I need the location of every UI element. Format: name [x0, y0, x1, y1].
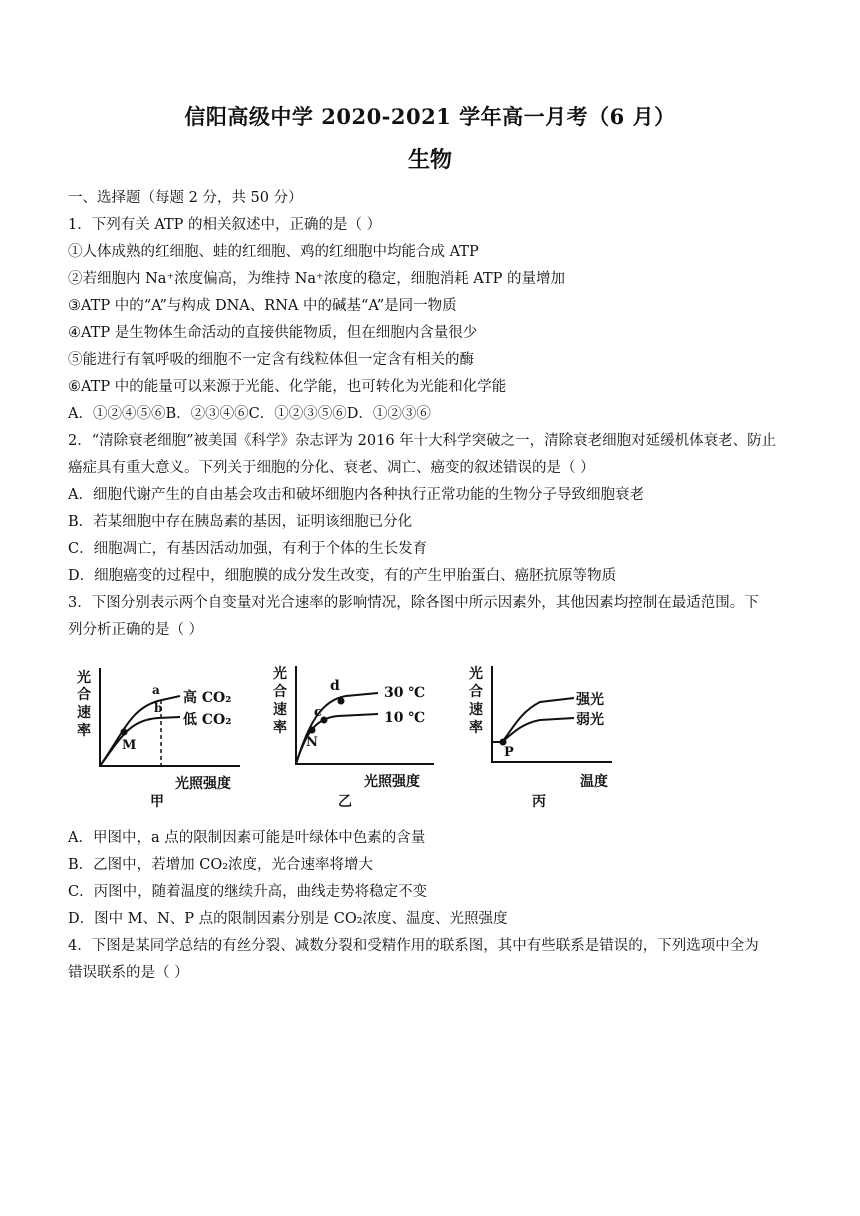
jia-label-b: b: [154, 701, 163, 715]
q2-option-a: A．细胞代谢产生的自由基会攻击和破坏细胞内各种执行正常功能的生物分子导致细胞衰老: [68, 487, 644, 503]
figure-yi: [266, 650, 456, 818]
bing-xlabel: 温度: [580, 774, 608, 790]
yi-curve-high: [296, 693, 378, 764]
q3-option-b: B．乙图中，若增加 CO₂浓度，光合速率将增大: [68, 857, 374, 873]
q4-stem-line1: 4．下图是某同学总结的有丝分裂、减数分裂和受精作用的联系图，其中有些联系是错误的，下列选项中全为: [68, 938, 759, 954]
q2-stem-line2: 癌症具有重大意义。下列关于细胞的分化、衰老、凋亡、癌变的叙述错误的是（ ）: [68, 460, 595, 476]
exam-subject: 生物: [407, 147, 452, 173]
yi-ylabel-1: 光: [273, 666, 287, 682]
section-heading: 一、选择题（每题 2 分，共 50 分）: [68, 190, 303, 206]
yi-ylabel-3: 速: [273, 702, 287, 718]
yi-label-n: N: [306, 735, 318, 750]
jia-label-a: a: [152, 683, 160, 697]
q1-statement-4: ④ATP 是生物体生命活动的直接供能物质，但在细胞内含量很少: [68, 325, 478, 341]
q3-stem-line2: 列分析正确的是（ ）: [68, 622, 204, 638]
q3-stem-line1: 3．下图分别表示两个自变量对光合速率的影响情况，除各图中所示因素外，其他因素均控制在最适范围。下: [68, 595, 759, 611]
yi-ylabel-4: 率: [273, 720, 287, 736]
yi-ylabel-2: 合: [273, 684, 287, 700]
q4-stem-line2: 错误联系的是（ ）: [68, 965, 189, 981]
q1-statement-3: ③ATP 中的“A”与构成 DNA、RNA 中的碱基“A”是同一物质: [68, 298, 457, 314]
jia-caption: 甲: [150, 794, 164, 810]
yi-point-n: [309, 727, 316, 734]
bing-curve-high: [492, 698, 574, 742]
jia-curve-high-label: 高 CO₂: [183, 690, 232, 706]
figure-jia: [70, 650, 260, 818]
figure-bing: [462, 650, 632, 818]
q2-option-d: D．细胞癌变的过程中，细胞膜的成分发生改变，有的产生甲胎蛋白、癌胚抗原等物质: [68, 568, 617, 584]
q1-stem: 1．下列有关 ATP 的相关叙述中，正确的是（ ）: [68, 217, 382, 233]
q3-figures: [70, 650, 630, 818]
q2-option-c: C．细胞凋亡，有基因活动加强，有利于个体的生长发育: [68, 541, 428, 557]
jia-ylabel: [77, 669, 91, 739]
exam-title: 信阳高级中学 2020-2021 学年高一月考（6 月）: [184, 104, 676, 129]
bing-ylabel-1: 光: [469, 666, 483, 682]
yi-point-d: [338, 698, 345, 705]
jia-curve-low-label: 低 CO₂: [183, 712, 232, 728]
jia-ylabel-1: 光: [77, 670, 91, 686]
jia-point-m: [121, 729, 128, 736]
bing-curve-low: [502, 718, 574, 742]
jia-curve-low: [100, 717, 180, 766]
jia-label-m: M: [122, 738, 137, 753]
jia-ylabel-3: 速: [77, 705, 91, 721]
q1-statement-2: ②若细胞内 Na⁺浓度偏高，为维持 Na⁺浓度的稳定，细胞消耗 ATP 的量增加: [68, 271, 566, 287]
q3-option-a: A．甲图中，a 点的限制因素可能是叶绿体中色素的含量: [68, 830, 426, 846]
yi-curve-high-label: 30 ℃: [384, 685, 426, 701]
q1-statement-5: ⑤能进行有氧呼吸的细胞不一定含有线粒体但一定含有相关的酶: [68, 352, 474, 368]
yi-ylabel: [273, 665, 287, 736]
q2-stem-line1: 2．“清除衰老细胞”被美国《科学》杂志评为 2016 年十大科学突破之一，清除衰老细胞对延缓机体衰老、防止: [68, 433, 777, 449]
bing-ylabel: [469, 665, 483, 736]
q3-option-d: D．图中 M、N、P 点的限制因素分别是 CO₂浓度、温度、光照强度: [68, 911, 508, 927]
q1-options: A．①②④⑤⑥B．②③④⑥C．①②③⑤⑥D．①②③⑥: [68, 406, 431, 422]
q2-option-b: B．若某细胞中存在胰岛素的基因，证明该细胞已分化: [68, 514, 413, 530]
bing-curve-high-label: 强光: [576, 692, 604, 708]
yi-curve-low-label: 10 ℃: [384, 710, 426, 726]
yi-label-d: d: [330, 678, 340, 694]
q1-statement-6: ⑥ATP 中的能量可以来源于光能、化学能，也可转化为光能和化学能: [68, 379, 507, 395]
jia-ylabel-2: 合: [77, 687, 91, 703]
bing-label-p: P: [504, 745, 514, 760]
jia-ylabel-4: 率: [77, 723, 91, 739]
bing-curve-low-label: 弱光: [576, 712, 604, 728]
yi-caption: 乙: [338, 794, 352, 810]
q1-statement-1: ①人体成熟的红细胞、蛙的红细胞、鸡的红细胞中均能合成 ATP: [68, 244, 479, 260]
bing-ylabel-3: 速: [469, 702, 483, 718]
yi-xlabel: 光照强度: [364, 774, 420, 790]
jia-curve-high: [100, 696, 180, 766]
bing-caption: 丙: [532, 794, 546, 810]
bing-ylabel-4: 率: [469, 720, 483, 736]
bing-ylabel-2: 合: [469, 684, 483, 700]
jia-xlabel: 光照强度: [175, 776, 231, 792]
q3-option-c: C．丙图中，随着温度的继续升高，曲线走势将稳定不变: [68, 884, 428, 900]
yi-label-c: c: [314, 705, 322, 720]
